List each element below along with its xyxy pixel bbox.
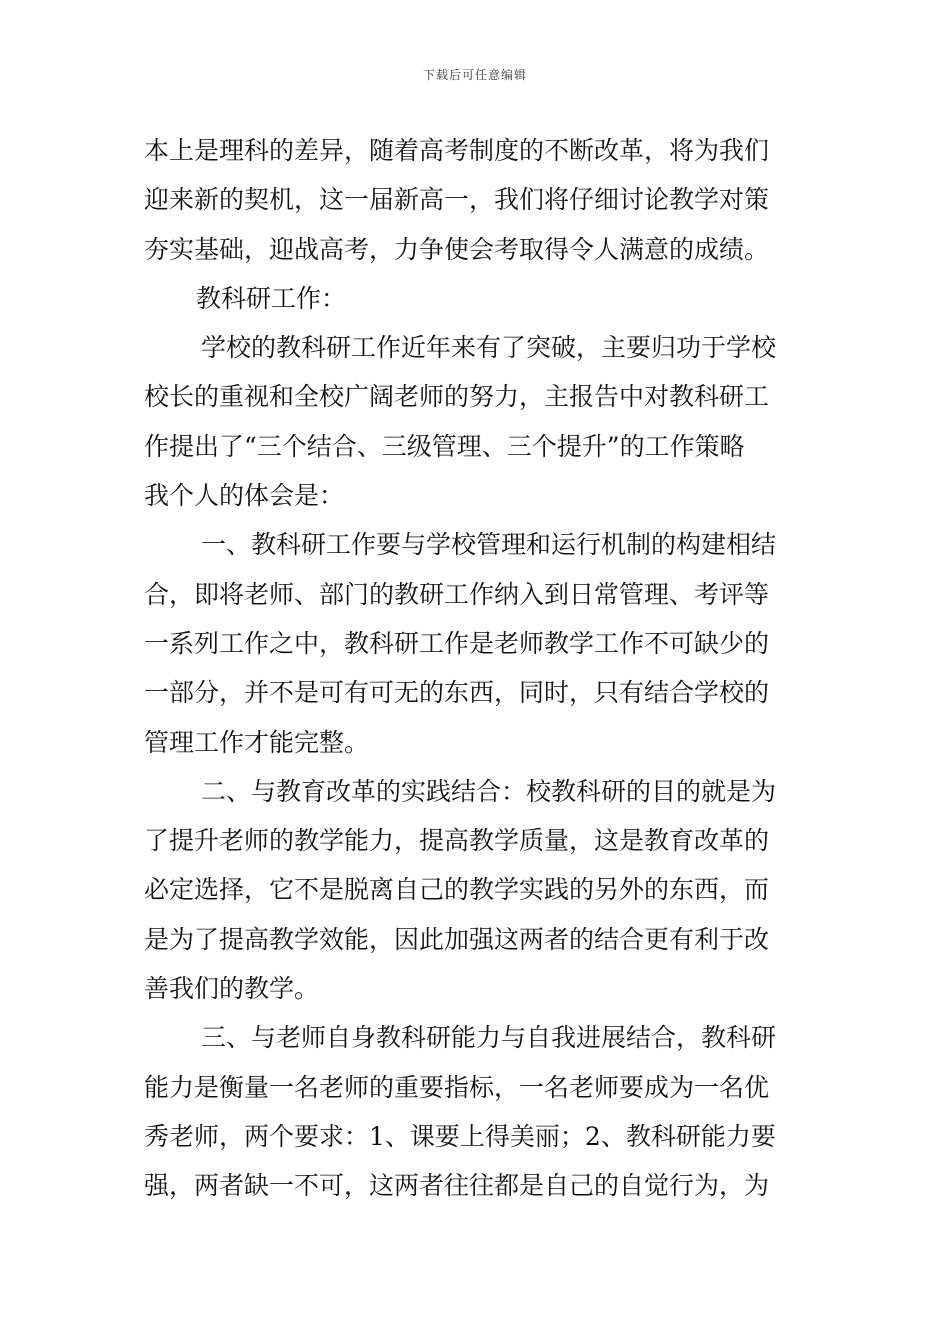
text-line: 必定选择，它不是脱离自己的教学实践的另外的东西，而 — [144, 875, 770, 905]
text-line: 善我们的教学。 — [144, 974, 320, 1004]
text-line: 强，两者缺一不可，这两者往往都是自己的自觉行为，为 — [144, 1171, 770, 1201]
text-line: 秀老师，两个要求：1、课要上得美丽；2、教科研能力要 — [144, 1121, 776, 1151]
paragraph-start: 学校的教科研工作近年来有了突破，主要归功于学校 — [201, 333, 777, 363]
paragraph-start: 三、与老师自身教科研能力与自我进展结合，教科研 — [201, 1023, 777, 1053]
text-line: 本上是理科的差异，随着高考制度的不断改革，将为我们 — [144, 136, 770, 165]
text-line: 合，即将老师、部门的教研工作纳入到日常管理、考评等 — [144, 579, 770, 609]
text-line: 夯实基础，迎战高考，力争使会考取得令人满意的成绩。 — [144, 234, 770, 264]
text-line: 我个人的体会是： — [144, 481, 345, 511]
text-line: 迎来新的契机，这一届新高一，我们将仔细讨论教学对策 — [144, 185, 770, 215]
text-line: 一部分，并不是可有可无的东西，同时，只有结合学校的 — [144, 678, 770, 708]
text-line: 校长的重视和全校广阔老师的努力，主报告中对教科研工 — [144, 382, 770, 412]
text-line: 是为了提高教学效能，因此加强这两者的结合更有利于改 — [144, 924, 770, 954]
paragraph-start: 一、教科研工作要与学校管理和运行机制的构建相结 — [201, 530, 777, 560]
text-line: 能力是衡量一名老师的重要指标，一名老师要成为一名优 — [144, 1072, 770, 1102]
section-heading: 教科研工作： — [196, 283, 347, 313]
text-line: 了提升老师的教学能力，提高教学质量，这是教育改革的 — [144, 826, 770, 856]
text-line: 作提出了“三个结合、三级管理、三个提升”的工作策略 — [144, 431, 745, 461]
page-header: 下载后可任意编辑 — [422, 68, 527, 82]
document-body — [144, 126, 808, 1211]
text-line: 管理工作才能完整。 — [144, 727, 370, 757]
text-line: 一系列工作之中，教科研工作是老师教学工作不可缺少的 — [144, 628, 770, 658]
paragraph-start: 二、与教育改革的实践结合：校教科研的目的就是为 — [201, 776, 777, 806]
